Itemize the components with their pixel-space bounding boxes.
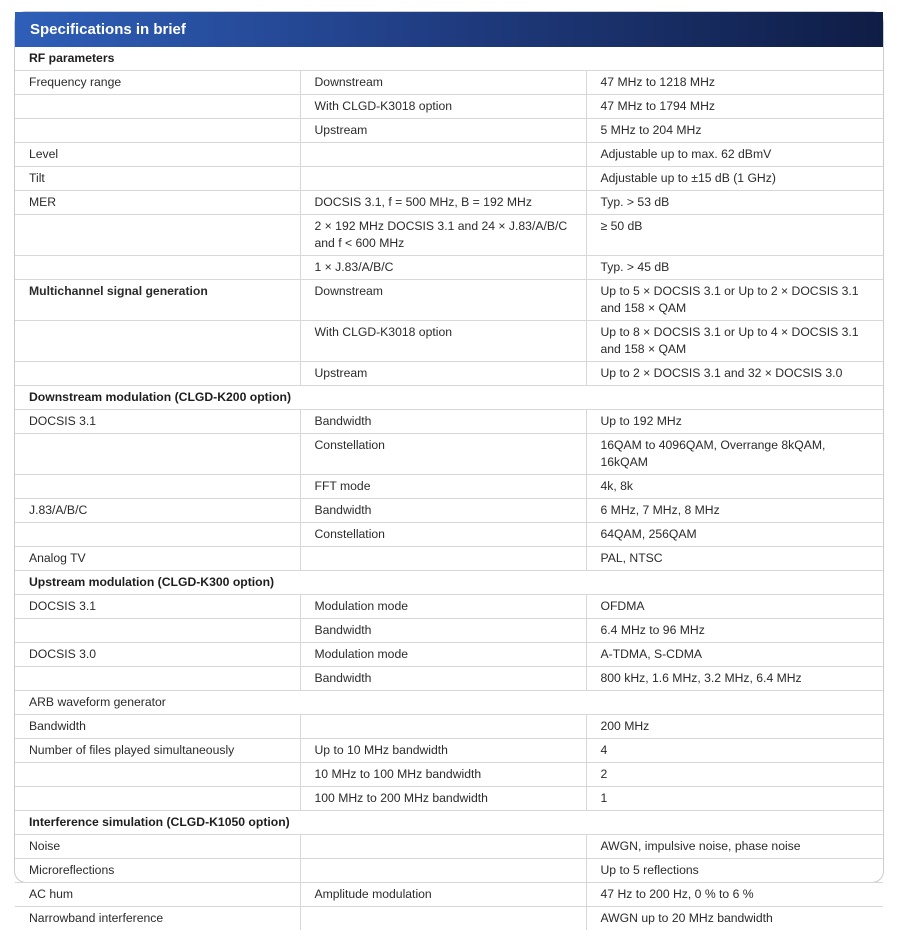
table-row — [15, 475, 883, 499]
table-row — [15, 167, 883, 191]
value-cell: 64QAM, 256QAM — [586, 523, 883, 547]
section-title: Interference simulation (CLGD-K1050 option) — [15, 811, 883, 835]
condition-cell — [300, 859, 586, 883]
section-title: ARB waveform generator — [15, 691, 883, 715]
section-header-row — [15, 571, 883, 595]
condition-cell: 100 MHz to 200 MHz bandwidth — [300, 787, 586, 811]
value-cell: 2 — [586, 763, 883, 787]
table-row — [15, 667, 883, 691]
table-row — [15, 256, 883, 280]
value-cell: A-TDMA, S-CDMA — [586, 643, 883, 667]
value-cell: 800 kHz, 1.6 MHz, 3.2 MHz, 6.4 MHz — [586, 667, 883, 691]
parameter-cell — [15, 475, 300, 499]
parameter-cell: DOCSIS 3.0 — [15, 643, 300, 667]
condition-cell — [300, 715, 586, 739]
condition-cell — [300, 835, 586, 859]
value-cell: 47 Hz to 200 Hz, 0 % to 6 % — [586, 883, 883, 907]
specifications-table-body — [15, 47, 883, 930]
parameter-cell — [15, 787, 300, 811]
table-row — [15, 619, 883, 643]
value-cell: Adjustable up to ±15 dB (1 GHz) — [586, 167, 883, 191]
value-cell: 6.4 MHz to 96 MHz — [586, 619, 883, 643]
condition-cell — [300, 143, 586, 167]
condition-cell: Bandwidth — [300, 667, 586, 691]
table-row — [15, 119, 883, 143]
section-title: RF parameters — [15, 47, 883, 71]
parameter-cell: Analog TV — [15, 547, 300, 571]
parameter-cell — [15, 95, 300, 119]
parameter-cell — [15, 763, 300, 787]
condition-cell: Bandwidth — [300, 499, 586, 523]
table-row — [15, 547, 883, 571]
parameter-cell: Noise — [15, 835, 300, 859]
condition-cell — [300, 167, 586, 191]
parameter-cell — [15, 667, 300, 691]
value-cell: AWGN up to 20 MHz bandwidth — [586, 907, 883, 930]
table-row — [15, 739, 883, 763]
table-row — [15, 215, 883, 256]
parameter-cell: AC hum — [15, 883, 300, 907]
section-header-row — [15, 386, 883, 410]
table-row — [15, 143, 883, 167]
parameter-cell: Microreflections — [15, 859, 300, 883]
specifications-card — [14, 11, 884, 883]
value-cell: 5 MHz to 204 MHz — [586, 119, 883, 143]
table-row — [15, 362, 883, 386]
parameter-cell: MER — [15, 191, 300, 215]
condition-cell: Modulation mode — [300, 595, 586, 619]
condition-cell: Constellation — [300, 523, 586, 547]
condition-cell: 1 × J.83/A/B/C — [300, 256, 586, 280]
parameter-cell — [15, 256, 300, 280]
section-title: Upstream modulation (CLGD-K300 option) — [15, 571, 883, 595]
value-cell: Adjustable up to max. 62 dBmV — [586, 143, 883, 167]
parameter-cell — [15, 362, 300, 386]
table-row — [15, 835, 883, 859]
condition-cell: Downstream — [300, 71, 586, 95]
parameter-cell: Narrowband interference — [15, 907, 300, 930]
value-cell: 4 — [586, 739, 883, 763]
table-row — [15, 71, 883, 95]
value-cell: PAL, NTSC — [586, 547, 883, 571]
condition-cell: Bandwidth — [300, 619, 586, 643]
value-cell: 16QAM to 4096QAM, Overrange 8kQAM, 16kQAM — [586, 434, 883, 475]
table-row — [15, 595, 883, 619]
value-cell: OFDMA — [586, 595, 883, 619]
value-cell: 6 MHz, 7 MHz, 8 MHz — [586, 499, 883, 523]
value-cell: Typ. > 53 dB — [586, 191, 883, 215]
condition-cell: DOCSIS 3.1, f = 500 MHz, B = 192 MHz — [300, 191, 586, 215]
condition-cell: Downstream — [300, 280, 586, 321]
table-row — [15, 191, 883, 215]
condition-cell — [300, 907, 586, 930]
condition-cell: With CLGD-K3018 option — [300, 321, 586, 362]
section-title: Downstream modulation (CLGD-K200 option) — [15, 386, 883, 410]
table-row — [15, 434, 883, 475]
parameter-cell — [15, 523, 300, 547]
table-row — [15, 410, 883, 434]
condition-cell: With CLGD-K3018 option — [300, 95, 586, 119]
section-header-row — [15, 691, 883, 715]
parameter-cell: Bandwidth — [15, 715, 300, 739]
value-cell: AWGN, impulsive noise, phase noise — [586, 835, 883, 859]
value-cell: Up to 5 × DOCSIS 3.1 or Up to 2 × DOCSIS 3.1 and 158 × QAM — [586, 280, 883, 321]
condition-cell: 10 MHz to 100 MHz bandwidth — [300, 763, 586, 787]
value-cell: Up to 192 MHz — [586, 410, 883, 434]
value-cell: Up to 5 reflections — [586, 859, 883, 883]
condition-cell: 2 × 192 MHz DOCSIS 3.1 and 24 × J.83/A/B/C and f < 600 MHz — [300, 215, 586, 256]
section-header-row — [15, 47, 883, 71]
parameter-cell — [15, 434, 300, 475]
value-cell: 47 MHz to 1218 MHz — [586, 71, 883, 95]
parameter-cell: Multichannel signal generation — [15, 280, 300, 321]
table-row — [15, 523, 883, 547]
value-cell: 4k, 8k — [586, 475, 883, 499]
table-row — [15, 787, 883, 811]
table-row — [15, 280, 883, 321]
value-cell: Typ. > 45 dB — [586, 256, 883, 280]
parameter-cell: DOCSIS 3.1 — [15, 595, 300, 619]
condition-cell: Up to 10 MHz bandwidth — [300, 739, 586, 763]
section-header-row — [15, 811, 883, 835]
table-row — [15, 859, 883, 883]
value-cell: 200 MHz — [586, 715, 883, 739]
parameter-cell: J.83/A/B/C — [15, 499, 300, 523]
value-cell: ≥ 50 dB — [586, 215, 883, 256]
parameter-cell: Frequency range — [15, 71, 300, 95]
specifications-table — [15, 47, 883, 930]
table-row — [15, 643, 883, 667]
table-row — [15, 321, 883, 362]
condition-cell — [300, 547, 586, 571]
table-row — [15, 715, 883, 739]
condition-cell: FFT mode — [300, 475, 586, 499]
table-row — [15, 883, 883, 907]
condition-cell: Upstream — [300, 362, 586, 386]
condition-cell: Upstream — [300, 119, 586, 143]
parameter-cell — [15, 119, 300, 143]
parameter-cell: DOCSIS 3.1 — [15, 410, 300, 434]
table-row — [15, 95, 883, 119]
value-cell: Up to 8 × DOCSIS 3.1 or Up to 4 × DOCSIS 3.1 and 158 × QAM — [586, 321, 883, 362]
condition-cell: Bandwidth — [300, 410, 586, 434]
parameter-cell: Level — [15, 143, 300, 167]
parameter-cell — [15, 215, 300, 256]
parameter-cell — [15, 619, 300, 643]
parameter-cell — [15, 321, 300, 362]
parameter-cell: Tilt — [15, 167, 300, 191]
condition-cell: Constellation — [300, 434, 586, 475]
table-row — [15, 763, 883, 787]
condition-cell: Modulation mode — [300, 643, 586, 667]
value-cell: Up to 2 × DOCSIS 3.1 and 32 × DOCSIS 3.0 — [586, 362, 883, 386]
value-cell: 1 — [586, 787, 883, 811]
table-row — [15, 907, 883, 930]
card-title: Specifications in brief — [15, 12, 883, 47]
parameter-cell: Number of files played simultaneously — [15, 739, 300, 763]
table-row — [15, 499, 883, 523]
condition-cell: Amplitude modulation — [300, 883, 586, 907]
value-cell: 47 MHz to 1794 MHz — [586, 95, 883, 119]
